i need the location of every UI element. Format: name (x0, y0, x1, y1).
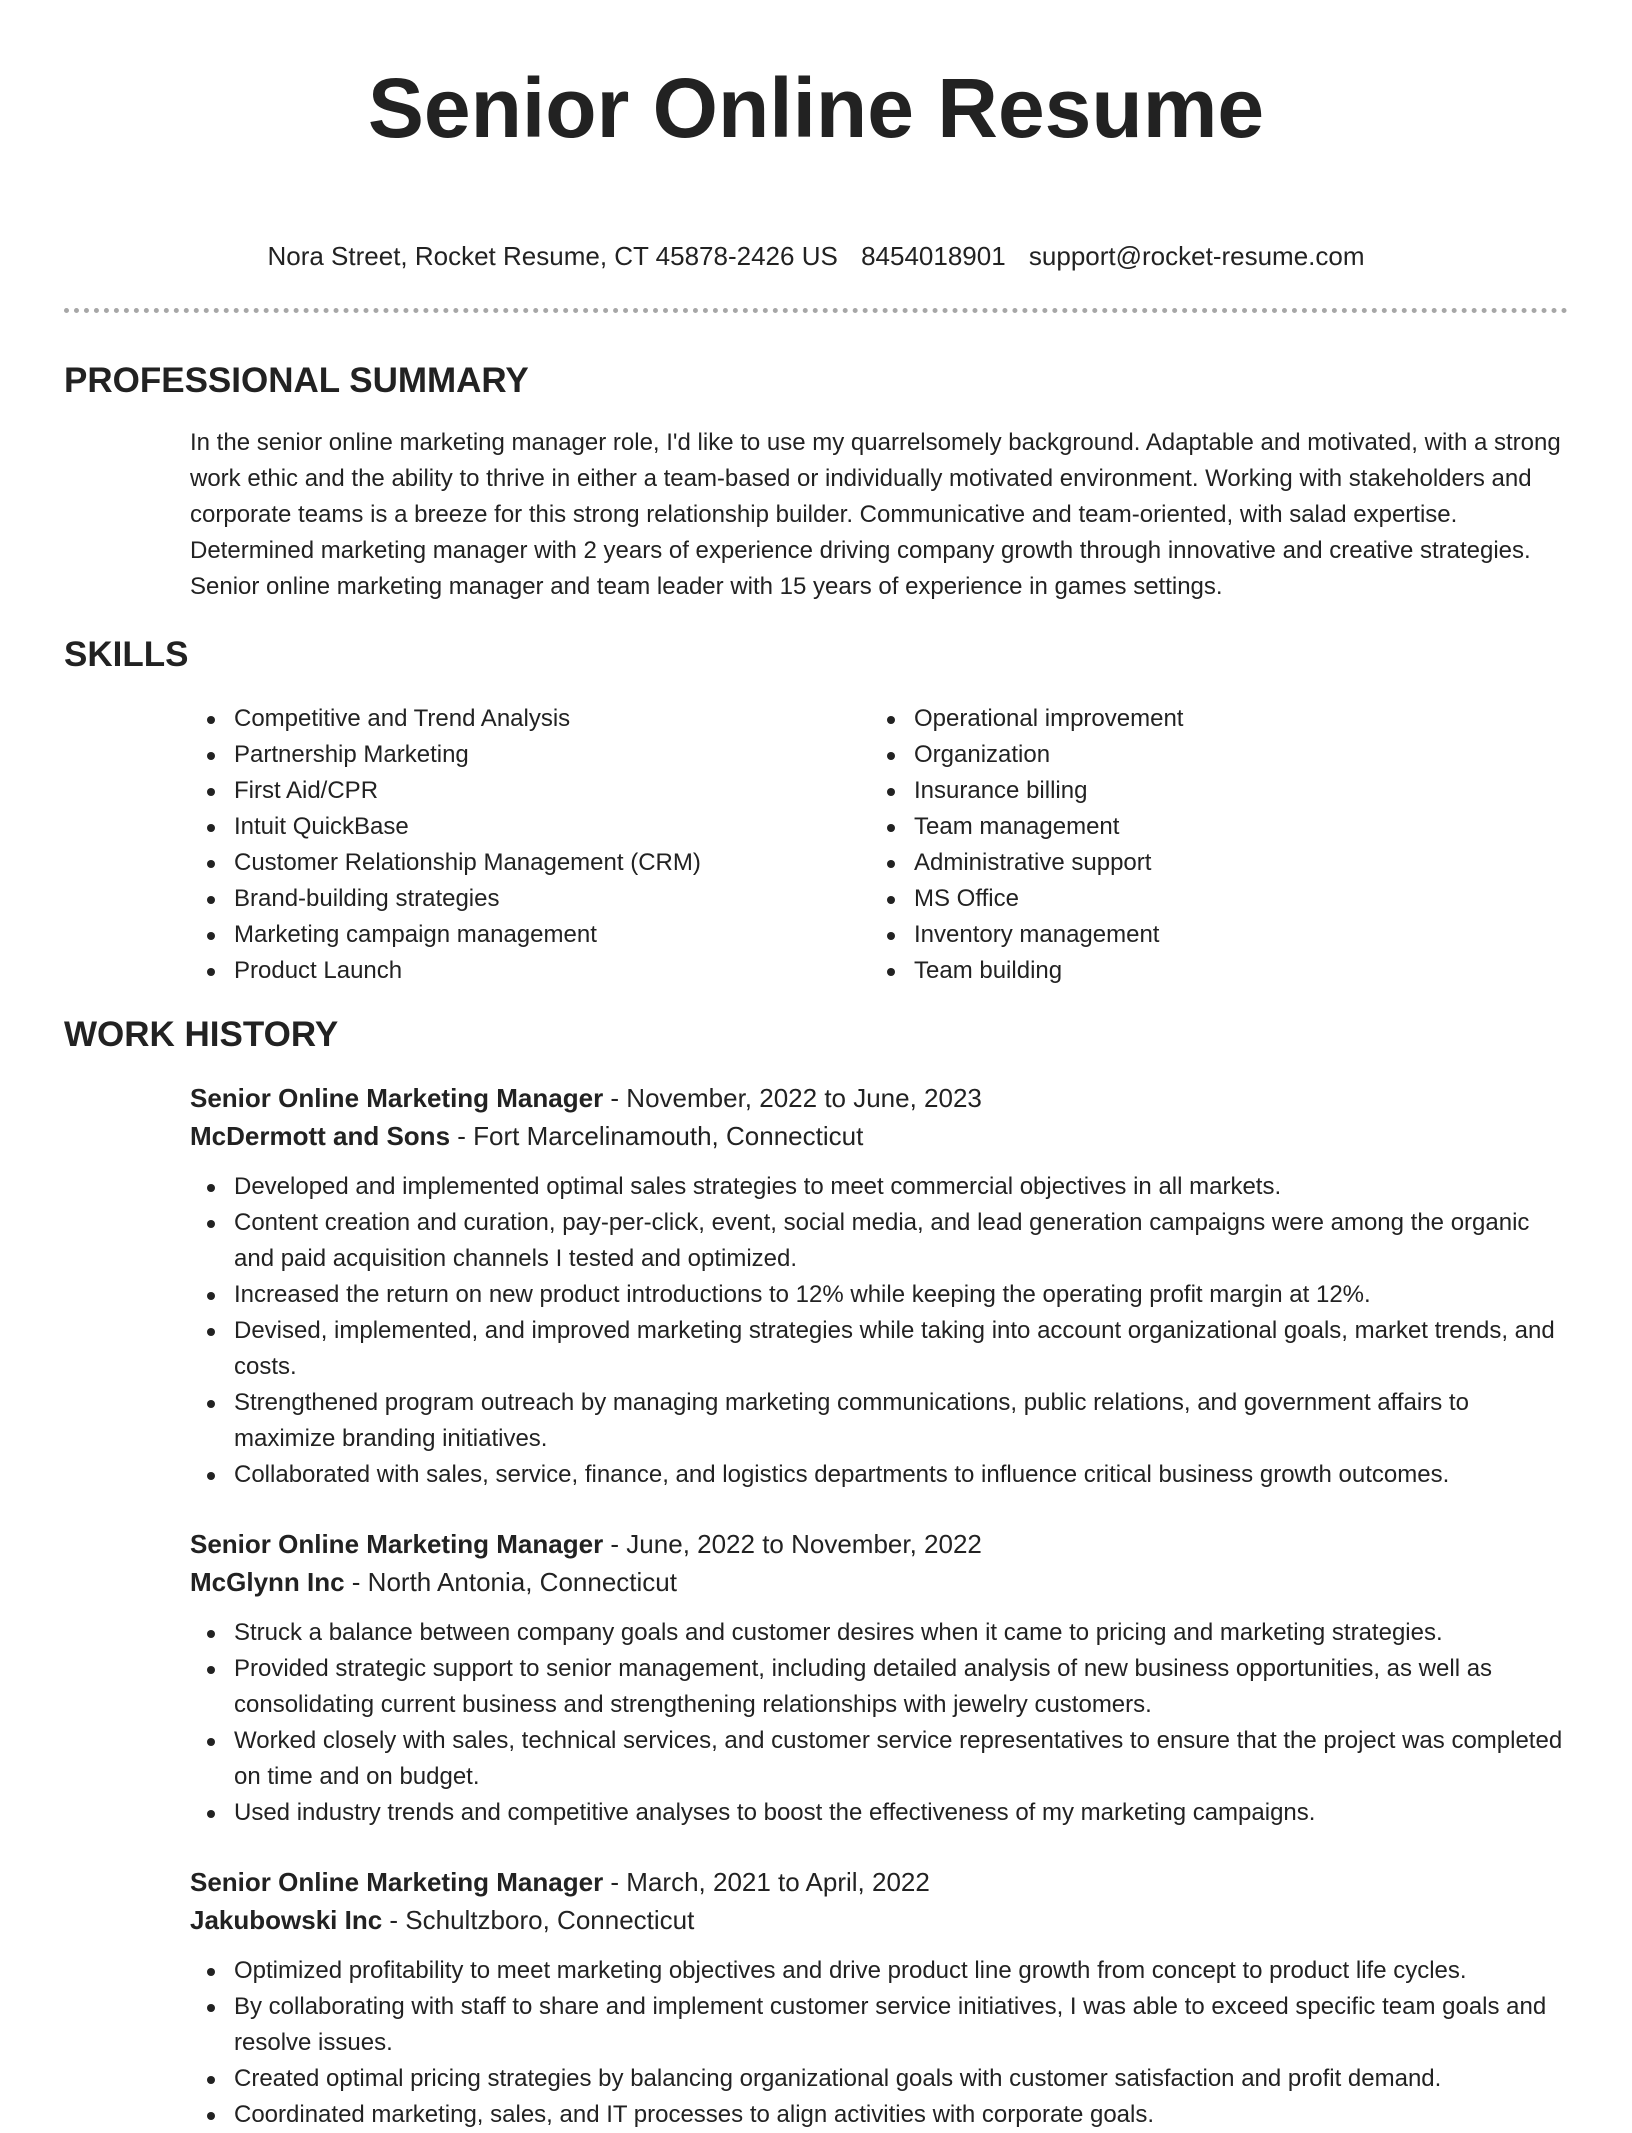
skill-item: Product Launch (190, 953, 870, 989)
skill-item: Competitive and Trend Analysis (190, 701, 870, 737)
job-dates: - June, 2022 to November, 2022 (603, 1529, 982, 1559)
section-heading-summary: PROFESSIONAL SUMMARY (64, 361, 529, 400)
job-duty: Coordinated marketing, sales, and IT processes to align activities with corporate goals. (190, 2097, 1568, 2133)
contact-address: Nora Street, Rocket Resume, CT 45878-2426 US (267, 241, 838, 271)
section-heading-skills: SKILLS (64, 635, 189, 674)
skill-item: Team management (870, 809, 1183, 845)
contact-phone: 8454018901 (861, 241, 1006, 271)
job-company-line (190, 1563, 1568, 1601)
job-duty: Content creation and curation, pay-per-click, event, social media, and lead generation campaigns were among the organic and paid acquisition channels I tested and optimized. (190, 1205, 1568, 1277)
skill-item: First Aid/CPR (190, 773, 870, 809)
job-duty: Struck a balance between company goals and customer desires when it came to pricing and marketing strategies. (190, 1615, 1568, 1651)
skill-item: MS Office (870, 881, 1183, 917)
job-title: Senior Online Marketing Manager (190, 1867, 604, 1897)
job-location: - North Antonia, Connecticut (344, 1567, 677, 1597)
header-divider (64, 308, 1568, 313)
job-duty: Worked closely with sales, technical services, and customer service representatives to ensure that the project was completed on time and on budget. (190, 1723, 1568, 1795)
summary-text: In the senior online marketing manager role, I'd like to use my quarrelsomely background. Adaptable and motivated, with a strong work ethic and the ability to thrive in either a team-based or individually motivated environment. Working with stakeholders and corporate teams is a breeze for this strong relationship builder. Communicative and team-oriented, with salad expertise. Determined marketing manager with 2 years of experience driving company growth through innovative and creative strategies. Senior online marketing manager and team leader with 15 years of experience in games settings. (190, 429, 1561, 600)
job-duty: Provided strategic support to senior management, including detailed analysis of new business opportunities, as well as consolidating current business and strengthening relationships with jewelry customers. (190, 1651, 1568, 1723)
job-duty: Strengthened program outreach by managing marketing communications, public relations, and government affairs to maximize branding initiatives. (190, 1385, 1568, 1457)
job-duties (190, 1169, 1568, 1493)
job-company-line (190, 1117, 1568, 1155)
job-duty: Collaborated with sales, service, finance, and logistics departments to influence critical business growth outcomes. (190, 1457, 1568, 1493)
skills-list (190, 701, 1568, 989)
job-company-line (190, 1901, 1568, 1939)
skill-item: Team building (870, 953, 1183, 989)
job-dates: - November, 2022 to June, 2023 (603, 1083, 982, 1113)
skill-item: Customer Relationship Management (CRM) (190, 845, 870, 881)
job-duty: Optimized profitability to meet marketing objectives and drive product line growth from concept to product life cycles. (190, 1953, 1568, 1989)
skill-item: Insurance billing (870, 773, 1183, 809)
job-duty: By collaborating with staff to share and implement customer service initiatives, I was able to exceed specific team goals and resolve issues. (190, 1989, 1568, 2061)
job-location: - Fort Marcelinamouth, Connecticut (450, 1121, 864, 1151)
section-heading-work-history: WORK HISTORY (64, 1015, 339, 1054)
skill-item: Partnership Marketing (190, 737, 870, 773)
skill-item: Brand-building strategies (190, 881, 870, 917)
job-title: Senior Online Marketing Manager (190, 1529, 604, 1559)
skills-column-left (190, 701, 870, 989)
job-entry (190, 1863, 1568, 2133)
job-duty: Devised, implemented, and improved marketing strategies while taking into account organizational goals, market trends, and costs. (190, 1313, 1568, 1385)
job-duties (190, 1615, 1568, 1831)
job-duty: Used industry trends and competitive analyses to boost the effectiveness of my marketing campaigns. (190, 1795, 1568, 1831)
job-title-line (190, 1863, 1568, 1901)
resume-page (64, 0, 1568, 2133)
job-duties (190, 1953, 1568, 2133)
skills-column-right (870, 701, 1183, 989)
job-duty: Increased the return on new product introductions to 12% while keeping the operating profit margin at 12%. (190, 1277, 1568, 1313)
job-entry (190, 1079, 1568, 1493)
resume-name: Senior Online Resume (367, 61, 1265, 155)
job-company: McDermott and Sons (190, 1121, 451, 1151)
job-dates: - March, 2021 to April, 2022 (603, 1867, 930, 1897)
skill-item: Marketing campaign management (190, 917, 870, 953)
job-duty: Created optimal pricing strategies by balancing organizational goals with customer satisfaction and profit demand. (190, 2061, 1568, 2097)
job-title: Senior Online Marketing Manager (190, 1083, 604, 1113)
job-duty: Developed and implemented optimal sales strategies to meet commercial objectives in all markets. (190, 1169, 1568, 1205)
job-company: McGlynn Inc (190, 1567, 345, 1597)
job-title-line (190, 1525, 1568, 1563)
job-company: Jakubowski Inc (190, 1905, 383, 1935)
contact-email: support@rocket-resume.com (1028, 241, 1365, 271)
skill-item: Organization (870, 737, 1183, 773)
skill-item: Inventory management (870, 917, 1183, 953)
skill-item: Intuit QuickBase (190, 809, 870, 845)
skill-item: Administrative support (870, 845, 1183, 881)
skill-item: Operational improvement (870, 701, 1183, 737)
job-entry (190, 1525, 1568, 1831)
job-title-line (190, 1079, 1568, 1117)
contact-line (64, 236, 1568, 276)
job-location: - Schultzboro, Connecticut (382, 1905, 695, 1935)
